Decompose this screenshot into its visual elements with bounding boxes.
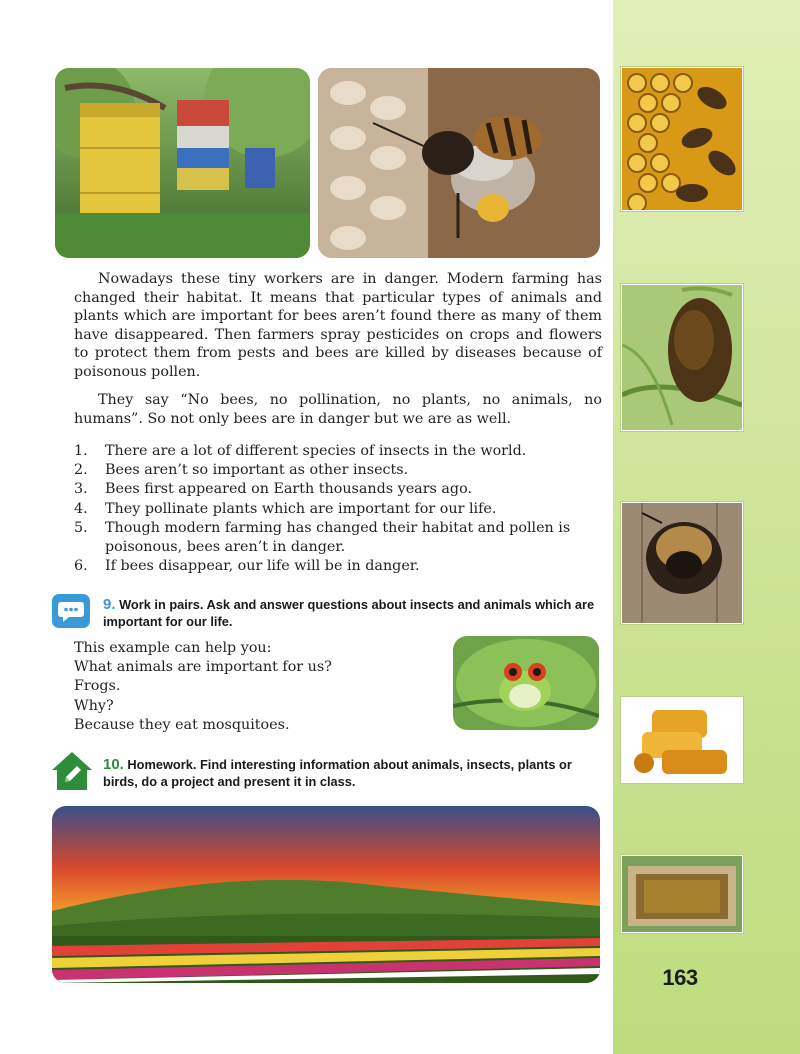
example-line: This example can help you:	[74, 640, 272, 656]
statement-number: 2.	[74, 462, 88, 479]
example-line: Frogs.	[74, 678, 121, 695]
bee-closeup-photo	[318, 68, 600, 258]
task-9-instruction	[103, 596, 603, 631]
task-10-instruction	[103, 756, 603, 791]
honeycomb-bees-photo	[621, 67, 743, 211]
statement-number: 6.	[74, 558, 88, 575]
statement-text: If bees disappear, our life will be in danger.	[105, 558, 420, 575]
statements-list	[74, 442, 602, 576]
list-item	[74, 557, 602, 576]
statement-number: 4.	[74, 500, 88, 517]
statement-number: 5.	[74, 519, 88, 536]
task-9-text: Work in pairs. Ask and answer questions about insects and animals which are important for our life.	[103, 597, 595, 630]
home-pencil-icon	[51, 751, 93, 791]
task-10-number: 10.	[103, 756, 124, 773]
example-line: Because they eat mosquitoes.	[74, 716, 290, 733]
bee-swarm-photo	[621, 284, 743, 431]
statement-text: Bees first appeared on Earth thousands years ago.	[105, 481, 472, 498]
list-item	[74, 500, 602, 519]
speech-bubble-icon	[51, 593, 91, 629]
statement-text: Though modern farming has changed their habitat and pollen is poisonous, bees aren’t in danger.	[105, 519, 571, 556]
sunset-flower-field-photo	[52, 806, 600, 983]
statement-number: 3.	[74, 481, 88, 498]
statement-text: There are a lot of different species of insects in the world.	[105, 443, 527, 459]
frog-photo	[453, 636, 599, 730]
beehives-photo	[55, 68, 310, 258]
statement-text: Bees aren’t so important as other insects.	[105, 462, 409, 479]
bumblebee-in-hole-photo	[621, 502, 743, 624]
task-10-text: Homework. Find interesting information about animals, insects, plants or birds, do a project and present it in class.	[103, 757, 572, 790]
statement-number: 1.	[74, 443, 88, 459]
honey-frame-photo	[621, 855, 743, 933]
paragraph-no-bees-quote: They say “No bees, no pollination, no plants, no animals, no humans”. So not only bees are in danger but we are as well.	[74, 392, 602, 427]
list-item	[74, 480, 602, 499]
example-dialogue	[74, 639, 454, 735]
page-number: 163	[662, 965, 698, 990]
list-item	[74, 461, 602, 480]
list-item	[74, 519, 602, 557]
honeycomb-pieces-photo	[621, 697, 743, 783]
example-line: What animals are important for us?	[74, 659, 332, 676]
paragraph-farming-danger: Nowadays these tiny workers are in danger. Modern farming has changed their habitat. It means that particular types of animals and plants which are important for bees aren’t found there as many of them have disappeared. Then farmers spray pesticides on crops and flowers to protect them from pests and bees are killed by diseases because of poisonous pollen.	[74, 271, 602, 380]
task-9-number: 9.	[103, 596, 116, 613]
example-line: Why?	[74, 697, 114, 714]
list-item	[74, 442, 602, 461]
statement-text: They pollinate plants which are important for our life.	[105, 500, 497, 517]
